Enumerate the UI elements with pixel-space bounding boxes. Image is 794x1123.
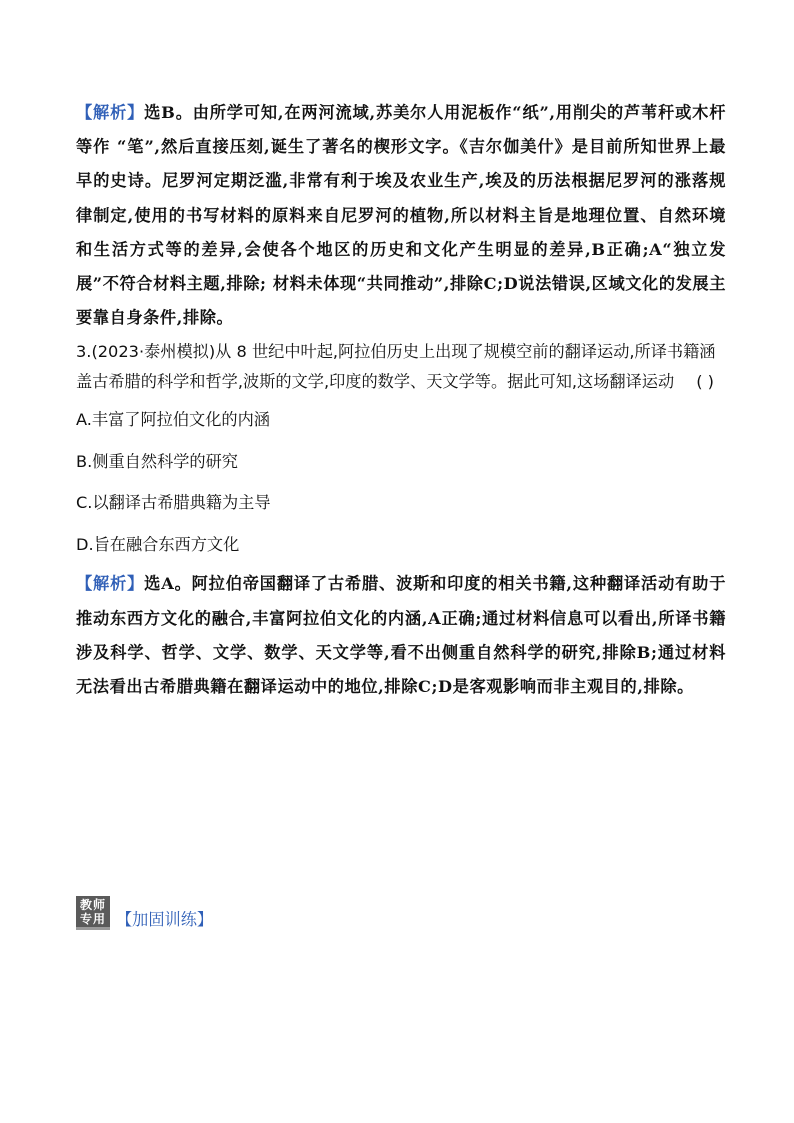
option-a: A.丰富了阿拉伯文化的内涵 <box>76 410 270 430</box>
option-d: D.旨在融合东西方文化 <box>76 534 240 554</box>
analysis-text: 选A。阿拉伯帝国翻译了古希腊、波斯和印度的相关书籍,这种翻译活动有助于推动东西方文化的融合,丰富阿拉伯文化的内涵,A正确;通过材料信息可以看出,所译书籍涉及科学、哲学、文学、数学、天文学等,看不出侧重自然科学的研究,排除B;通过材料无法看出古希腊典籍在翻译运动中的地位,排除C;D是客观影响而非主观目的,排除。 <box>76 574 726 697</box>
reinforce-label: 【加固训练】 <box>116 910 214 929</box>
option-b: B.侧重自然科学的研究 <box>76 451 238 471</box>
analysis-paragraph-2 <box>76 567 726 704</box>
option-list <box>76 399 726 565</box>
analysis-tag: 【解析】 <box>76 574 145 594</box>
option-c: C.以翻译古希腊典籍为主导 <box>76 493 271 513</box>
analysis-text: 选B。由所学可知,在两河流域,苏美尔人用泥板作“纸”,用削尖的芦苇秆或木杆等作 “笔”,然后直接压刻,诞生了著名的楔形文字。《吉尔伽美什》是目前所知世界上最早的史诗。尼罗河定期泛滥,非常有利于埃及农业生产,埃及的历法根据尼罗河的涨落规律制定,使用的书写材料的原料来自尼罗河的植物,所以材料主旨是地理位置、自然环境和生活方式等的差异,会使各个地区的历史和文化产生明显的差异,B正确;A“独立发展”不符合材料主题,排除; 材料未体现“共同推动”,排除C;D说法错误,区域文化的发展主要靠自身条件,排除。 <box>76 103 726 328</box>
analysis-tag: 【解析】 <box>76 103 145 122</box>
answer-blank: ( ) <box>696 372 714 392</box>
badge-line-1: 教师 <box>79 897 106 912</box>
reinforce-section-header <box>76 896 213 930</box>
document-body <box>76 96 726 704</box>
badge-line-2: 专用 <box>79 911 106 926</box>
question-stem-text: 3.(2023·泰州模拟)从 8 世纪中叶起,阿拉伯历史上出现了规模空前的翻译运动,所译书籍涵盖古希腊的科学和哲学,波斯的文学,印度的数学、天文学等。据此可知,这场翻译运动 <box>76 342 716 392</box>
question-3-stem <box>76 337 726 397</box>
analysis-paragraph-1 <box>76 96 726 335</box>
teacher-only-badge <box>76 896 110 930</box>
